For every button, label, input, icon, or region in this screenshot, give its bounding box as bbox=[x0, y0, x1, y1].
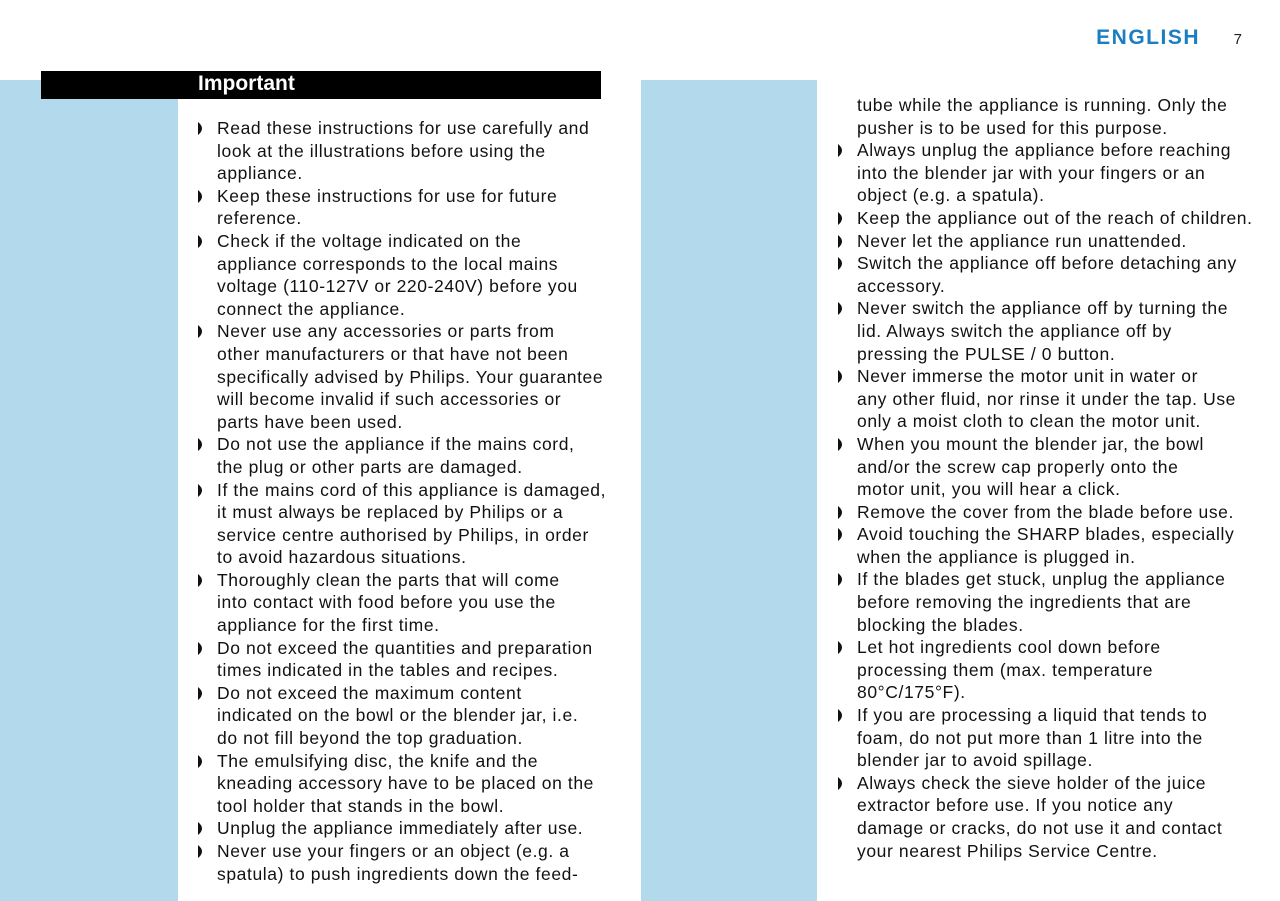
text-line: other manufacturers or that have not been bbox=[217, 343, 569, 364]
bullet-icon bbox=[197, 687, 207, 700]
list-item bbox=[837, 568, 1247, 636]
text-line: pressing the PULSE / 0 button. bbox=[857, 343, 1116, 364]
list-item bbox=[197, 817, 605, 840]
text-line: indicated on the bowl or the blender jar, i.e. bbox=[217, 705, 579, 726]
text-line: your nearest Philips Service Centre. bbox=[857, 840, 1158, 861]
bullet-icon bbox=[837, 777, 847, 790]
list-item bbox=[197, 569, 605, 637]
list-item bbox=[197, 117, 605, 185]
text-line: Unplug the appliance immediately after use. bbox=[217, 818, 584, 839]
list-item bbox=[197, 433, 605, 478]
text-line: Never immerse the motor unit in water or bbox=[857, 366, 1199, 387]
text-line: If the mains cord of this appliance is damaged, bbox=[217, 479, 607, 500]
text-line: only a moist cloth to clean the motor unit. bbox=[857, 411, 1201, 432]
bullet-icon bbox=[197, 484, 207, 497]
text-line: parts have been used. bbox=[217, 411, 403, 432]
list-item bbox=[837, 297, 1247, 365]
text-line: before removing the ingredients that are bbox=[857, 592, 1192, 613]
left-column bbox=[197, 117, 605, 885]
text-line: times indicated in the tables and recipes. bbox=[217, 660, 559, 681]
text-line: kneading accessory have to be placed on the bbox=[217, 773, 595, 794]
bullet-icon bbox=[837, 257, 847, 270]
bullet-icon bbox=[197, 325, 207, 338]
text-line: blocking the blades. bbox=[857, 614, 1024, 635]
text-line: spatula) to push ingredients down the feed- bbox=[217, 863, 579, 884]
bullet-icon bbox=[197, 190, 207, 203]
text-line: into the blender jar with your fingers or an bbox=[857, 162, 1206, 183]
bullet-icon bbox=[837, 212, 847, 225]
list-item bbox=[197, 320, 605, 433]
bullet-icon bbox=[837, 528, 847, 541]
list-item bbox=[837, 230, 1247, 253]
text-line: tube while the appliance is running. Only the bbox=[857, 95, 1228, 115]
text-line: Always check the sieve holder of the juice bbox=[857, 772, 1207, 793]
list-item bbox=[837, 207, 1253, 230]
text-line: Never use your fingers or an object (e.g. a bbox=[217, 841, 570, 861]
list-item bbox=[837, 433, 1247, 501]
text-line: blender jar to avoid spillage. bbox=[857, 750, 1093, 771]
text-line: Let hot ingredients cool down before bbox=[857, 637, 1161, 658]
text-line: appliance corresponds to the local mains bbox=[217, 253, 559, 274]
right-column bbox=[837, 94, 1253, 862]
list-item bbox=[197, 637, 605, 682]
text-line: Check if the voltage indicated on the bbox=[217, 230, 522, 251]
text-line: When you mount the blender jar, the bowl bbox=[857, 433, 1204, 454]
text-line: lid. Always switch the appliance off by bbox=[857, 320, 1172, 341]
text-line: any other fluid, nor rinse it under the tap. Use bbox=[857, 388, 1236, 409]
bullet-icon bbox=[837, 370, 847, 383]
text-line: Switch the appliance off before detaching any bbox=[857, 253, 1237, 274]
page-number: 7 bbox=[1233, 31, 1242, 48]
text-line: pusher is to be used for this purpose. bbox=[857, 117, 1168, 138]
text-line: Remove the cover from the blade before use. bbox=[857, 501, 1234, 522]
list-item bbox=[837, 252, 1247, 297]
text-line: Keep these instructions for use for future bbox=[217, 185, 558, 206]
text-line: and/or the screw cap properly onto the bbox=[857, 456, 1179, 477]
text-line: the plug or other parts are damaged. bbox=[217, 456, 523, 477]
bullet-icon bbox=[197, 845, 207, 858]
text-line: specifically advised by Philips. Your guarantee bbox=[217, 366, 604, 387]
text-line: damage or cracks, do not use it and contact bbox=[857, 818, 1223, 838]
text-line: service centre authorised by Philips, in order bbox=[217, 524, 589, 545]
section-title: Important bbox=[198, 72, 295, 95]
text-line: Do not exceed the maximum content bbox=[217, 682, 522, 703]
list-item bbox=[197, 230, 605, 320]
text-line: reference. bbox=[217, 208, 302, 229]
text-line: into contact with food before you use the bbox=[217, 592, 556, 613]
bullet-icon bbox=[837, 144, 847, 157]
bullet-icon bbox=[197, 574, 207, 587]
text-line: appliance for the first time. bbox=[217, 615, 440, 636]
list-item bbox=[197, 185, 605, 230]
list-item bbox=[837, 501, 1247, 524]
right-column-list bbox=[837, 139, 1253, 862]
text-line: look at the illustrations before using the bbox=[217, 140, 546, 161]
text-line: foam, do not put more than 1 litre into the bbox=[857, 727, 1203, 748]
text-line: tool holder that stands in the bowl. bbox=[217, 795, 505, 816]
text-line: Do not exceed the quantities and preparation bbox=[217, 637, 593, 658]
text-line: Never switch the appliance off by turning the bbox=[857, 298, 1229, 319]
bullet-icon bbox=[837, 302, 847, 315]
bullet-icon bbox=[197, 235, 207, 248]
text-line: to avoid hazardous situations. bbox=[217, 547, 467, 568]
list-item bbox=[197, 840, 605, 885]
text-line: extractor before use. If you notice any bbox=[857, 795, 1174, 816]
right-margin-band bbox=[641, 80, 817, 901]
section-title-bar bbox=[41, 71, 601, 99]
list-item bbox=[837, 139, 1247, 207]
text-line: object (e.g. a spatula). bbox=[857, 185, 1045, 206]
bullet-icon bbox=[197, 438, 207, 451]
text-line: voltage (110-127V or 220-240V) before you bbox=[217, 276, 578, 297]
text-line: processing them (max. temperature bbox=[857, 659, 1154, 680]
bullet-icon bbox=[197, 755, 207, 768]
bullet-icon bbox=[197, 122, 207, 135]
text-line: will become invalid if such accessories or bbox=[217, 389, 562, 410]
list-item bbox=[837, 772, 1247, 862]
list-item bbox=[837, 365, 1247, 433]
list-item bbox=[197, 682, 605, 750]
bullet-icon bbox=[837, 235, 847, 248]
bullet-icon bbox=[197, 642, 207, 655]
text-line: Never use any accessories or parts from bbox=[217, 321, 555, 342]
list-item bbox=[837, 523, 1247, 568]
list-item bbox=[837, 636, 1247, 704]
text-line: motor unit, you will hear a click. bbox=[857, 479, 1121, 500]
text-line: The emulsifying disc, the knife and the bbox=[217, 750, 539, 771]
bullet-icon bbox=[837, 641, 847, 654]
text-line: Always unplug the appliance before reaching bbox=[857, 140, 1232, 161]
text-line: appliance. bbox=[217, 163, 303, 184]
text-line: accessory. bbox=[857, 275, 946, 296]
text-line: Read these instructions for use carefully and bbox=[217, 118, 590, 138]
left-margin-band bbox=[0, 80, 178, 901]
bullet-icon bbox=[837, 506, 847, 519]
list-item bbox=[837, 704, 1247, 772]
text-line: Do not use the appliance if the mains cord, bbox=[217, 434, 575, 455]
bullet-icon bbox=[837, 438, 847, 451]
list-item bbox=[197, 750, 605, 818]
text-line: connect the appliance. bbox=[217, 298, 406, 319]
text-line: it must always be replaced by Philips or a bbox=[217, 502, 564, 523]
bullet-icon bbox=[837, 709, 847, 722]
text-line: Keep the appliance out of the reach of children. bbox=[857, 207, 1253, 228]
text-line: when the appliance is plugged in. bbox=[857, 546, 1136, 567]
bullet-icon bbox=[837, 573, 847, 586]
text-line: If you are processing a liquid that tends to bbox=[857, 705, 1208, 726]
text-line: If the blades get stuck, unplug the appliance bbox=[857, 569, 1226, 590]
language-label: ENGLISH bbox=[1096, 26, 1200, 49]
continuation-paragraph bbox=[837, 94, 1247, 139]
text-line: Never let the appliance run unattended. bbox=[857, 230, 1187, 251]
text-line: Avoid touching the SHARP blades, especially bbox=[857, 524, 1235, 545]
text-line: Thoroughly clean the parts that will come bbox=[217, 569, 560, 590]
text-line: do not fill beyond the top graduation. bbox=[217, 728, 523, 749]
list-item bbox=[197, 479, 605, 569]
bullet-icon bbox=[197, 822, 207, 835]
text-line: 80°C/175°F). bbox=[857, 682, 966, 703]
